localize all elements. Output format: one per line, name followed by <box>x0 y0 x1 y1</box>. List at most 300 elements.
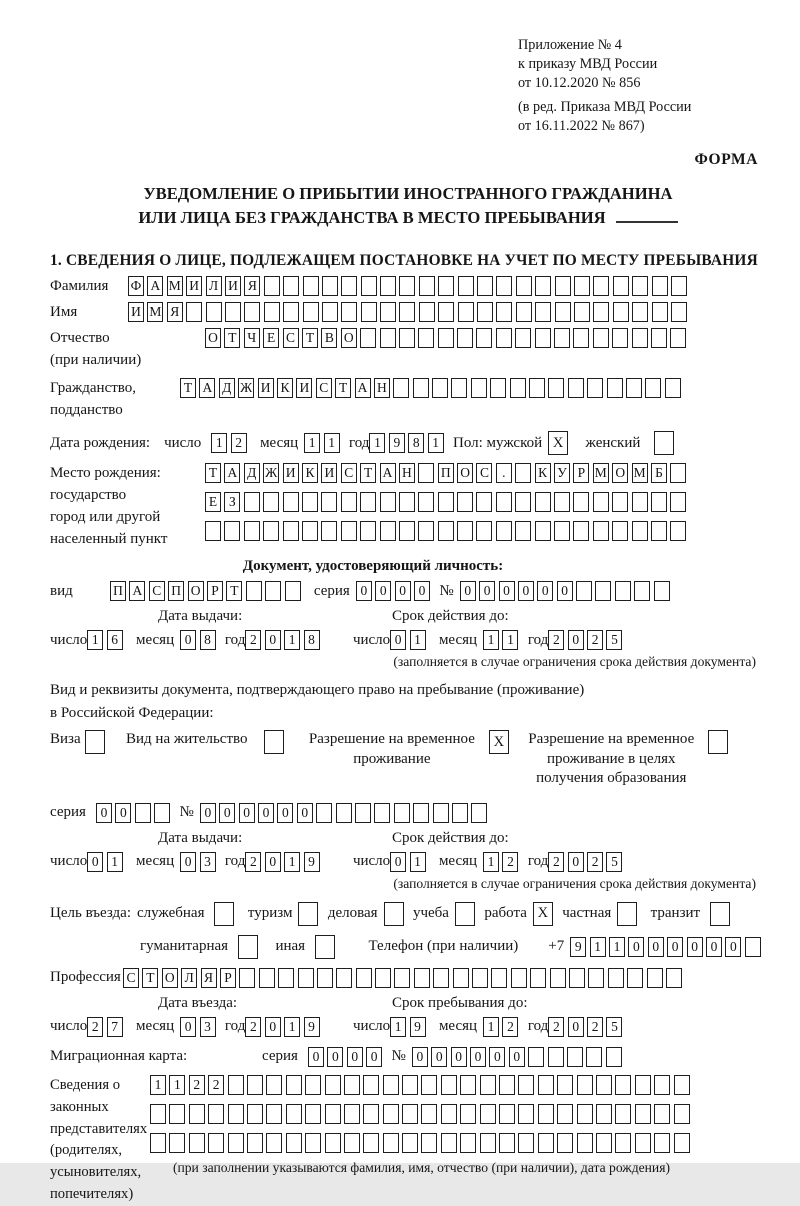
char-box[interactable] <box>189 1133 205 1153</box>
purpose-official-checkbox[interactable] <box>214 902 237 926</box>
char-box[interactable] <box>588 968 604 988</box>
char-box[interactable] <box>438 276 454 296</box>
char-box[interactable]: А <box>129 581 145 601</box>
char-box[interactable] <box>477 302 493 322</box>
char-box[interactable] <box>418 463 434 483</box>
char-box[interactable] <box>555 276 571 296</box>
char-box[interactable] <box>278 968 294 988</box>
char-box[interactable] <box>264 730 284 754</box>
char-box[interactable] <box>538 1133 554 1153</box>
migration-number-input[interactable] <box>412 1047 625 1067</box>
char-box[interactable]: Т <box>142 968 158 988</box>
char-box[interactable]: 0 <box>115 803 131 823</box>
char-box[interactable] <box>421 1104 437 1124</box>
char-box[interactable] <box>471 378 487 398</box>
char-box[interactable]: Т <box>180 378 196 398</box>
char-box[interactable] <box>321 492 337 512</box>
char-box[interactable]: 8 <box>408 433 424 453</box>
char-box[interactable] <box>441 1075 457 1095</box>
purpose-work-checkbox[interactable] <box>533 902 556 926</box>
char-box[interactable] <box>670 521 686 541</box>
char-box[interactable]: И <box>186 276 202 296</box>
char-box[interactable] <box>635 1075 651 1095</box>
char-box[interactable]: 0 <box>265 1017 281 1037</box>
char-box[interactable] <box>612 492 628 512</box>
char-box[interactable] <box>375 968 391 988</box>
char-box[interactable] <box>441 1133 457 1153</box>
char-box[interactable] <box>438 492 454 512</box>
char-box[interactable] <box>356 968 372 988</box>
char-box[interactable] <box>413 378 429 398</box>
char-box[interactable]: 0 <box>557 581 573 601</box>
char-box[interactable]: О <box>341 328 357 348</box>
surname-input[interactable] <box>128 276 690 296</box>
char-box[interactable]: 0 <box>518 581 534 601</box>
char-box[interactable] <box>476 521 492 541</box>
char-box[interactable]: О <box>457 463 473 483</box>
char-box[interactable]: Н <box>399 463 415 483</box>
char-box[interactable] <box>635 1104 651 1124</box>
char-box[interactable] <box>433 803 449 823</box>
entry-day[interactable] <box>87 1017 126 1037</box>
sex-male-checkbox[interactable] <box>548 431 571 455</box>
char-box[interactable] <box>264 302 280 322</box>
char-box[interactable]: 1 <box>284 852 300 872</box>
char-box[interactable]: 0 <box>568 852 584 872</box>
char-box[interactable] <box>302 492 318 512</box>
char-box[interactable] <box>283 492 299 512</box>
char-box[interactable] <box>596 1133 612 1153</box>
char-box[interactable] <box>548 378 564 398</box>
char-box[interactable]: Р <box>207 581 223 601</box>
char-box[interactable] <box>264 276 280 296</box>
char-box[interactable] <box>535 492 551 512</box>
char-box[interactable] <box>499 1075 515 1095</box>
char-box[interactable] <box>283 521 299 541</box>
char-box[interactable] <box>634 581 650 601</box>
char-box[interactable]: 2 <box>87 1017 103 1037</box>
char-box[interactable] <box>303 302 319 322</box>
char-box[interactable] <box>615 1133 631 1153</box>
char-box[interactable]: Д <box>244 463 260 483</box>
char-box[interactable] <box>322 276 338 296</box>
char-box[interactable] <box>455 902 475 926</box>
char-box[interactable]: Л <box>181 968 197 988</box>
char-box[interactable] <box>548 1047 564 1067</box>
char-box[interactable] <box>438 328 454 348</box>
entry-year[interactable] <box>245 1017 323 1037</box>
char-box[interactable] <box>341 276 357 296</box>
char-box[interactable] <box>518 1104 534 1124</box>
char-box[interactable] <box>557 1133 573 1153</box>
char-box[interactable]: С <box>341 463 357 483</box>
char-box[interactable] <box>515 492 531 512</box>
char-box[interactable] <box>674 1133 690 1153</box>
char-box[interactable] <box>363 1075 379 1095</box>
char-box[interactable]: 2 <box>502 852 518 872</box>
char-box[interactable]: 3 <box>200 1017 216 1037</box>
char-box[interactable]: 0 <box>667 937 683 957</box>
char-box[interactable] <box>344 1133 360 1153</box>
char-box[interactable] <box>315 935 335 959</box>
char-box[interactable]: М <box>632 463 648 483</box>
char-box[interactable] <box>263 521 279 541</box>
doc-type-input[interactable] <box>110 581 304 601</box>
char-box[interactable] <box>670 492 686 512</box>
char-box[interactable] <box>615 1104 631 1124</box>
char-box[interactable] <box>674 1075 690 1095</box>
char-box[interactable] <box>665 378 681 398</box>
char-box[interactable] <box>535 328 551 348</box>
char-box[interactable] <box>355 803 371 823</box>
char-box[interactable] <box>496 492 512 512</box>
char-box[interactable] <box>477 276 493 296</box>
char-box[interactable]: П <box>110 581 126 601</box>
char-box[interactable]: X <box>489 730 509 754</box>
char-box[interactable] <box>557 1075 573 1095</box>
char-box[interactable]: К <box>302 463 318 483</box>
char-box[interactable]: 0 <box>87 852 103 872</box>
char-box[interactable]: 1 <box>284 1017 300 1037</box>
char-box[interactable]: 2 <box>189 1075 205 1095</box>
char-box[interactable]: А <box>199 378 215 398</box>
char-box[interactable]: 6 <box>107 630 123 650</box>
char-box[interactable] <box>85 730 105 754</box>
char-box[interactable]: 0 <box>412 1047 428 1067</box>
char-box[interactable] <box>244 521 260 541</box>
char-box[interactable] <box>480 1104 496 1124</box>
char-box[interactable] <box>265 581 281 601</box>
char-box[interactable] <box>632 492 648 512</box>
char-box[interactable] <box>516 276 532 296</box>
char-box[interactable] <box>438 521 454 541</box>
char-box[interactable] <box>322 302 338 322</box>
char-box[interactable]: 2 <box>245 630 261 650</box>
char-box[interactable] <box>587 378 603 398</box>
char-box[interactable] <box>593 521 609 541</box>
char-box[interactable] <box>511 968 527 988</box>
char-box[interactable] <box>632 302 648 322</box>
char-box[interactable] <box>224 521 240 541</box>
char-box[interactable] <box>344 1104 360 1124</box>
char-box[interactable]: Т <box>226 581 242 601</box>
char-box[interactable] <box>399 521 415 541</box>
char-box[interactable]: Т <box>335 378 351 398</box>
phone-input[interactable] <box>570 937 764 957</box>
char-box[interactable] <box>574 302 590 322</box>
char-box[interactable] <box>399 328 415 348</box>
char-box[interactable] <box>247 1104 263 1124</box>
char-box[interactable]: Я <box>244 276 260 296</box>
char-box[interactable]: 1 <box>87 630 103 650</box>
residence-option-visa-checkbox[interactable] <box>85 730 108 754</box>
char-box[interactable]: 1 <box>284 630 300 650</box>
char-box[interactable]: 8 <box>304 630 320 650</box>
char-box[interactable] <box>654 1133 670 1153</box>
char-box[interactable] <box>341 302 357 322</box>
char-box[interactable]: Ж <box>263 463 279 483</box>
char-box[interactable] <box>612 521 628 541</box>
char-box[interactable] <box>515 463 531 483</box>
char-box[interactable] <box>228 1133 244 1153</box>
char-box[interactable]: 0 <box>537 581 553 601</box>
char-box[interactable] <box>515 521 531 541</box>
char-box[interactable] <box>418 521 434 541</box>
char-box[interactable] <box>518 1133 534 1153</box>
char-box[interactable] <box>189 1104 205 1124</box>
char-box[interactable]: 7 <box>107 1017 123 1037</box>
purpose-tourism-checkbox[interactable] <box>298 902 321 926</box>
char-box[interactable] <box>654 1104 670 1124</box>
char-box[interactable]: 1 <box>483 630 499 650</box>
char-box[interactable] <box>471 803 487 823</box>
char-box[interactable]: 0 <box>297 803 313 823</box>
char-box[interactable] <box>302 521 318 541</box>
char-box[interactable] <box>150 1104 166 1124</box>
char-box[interactable]: 0 <box>568 1017 584 1037</box>
char-box[interactable] <box>374 803 390 823</box>
char-box[interactable] <box>321 521 337 541</box>
char-box[interactable] <box>496 328 512 348</box>
char-box[interactable] <box>421 1133 437 1153</box>
char-box[interactable] <box>586 1047 602 1067</box>
char-box[interactable] <box>538 1104 554 1124</box>
residence-valid-day[interactable] <box>390 852 429 872</box>
char-box[interactable]: Е <box>205 492 221 512</box>
stay-until-month[interactable] <box>483 1017 522 1037</box>
char-box[interactable] <box>317 968 333 988</box>
char-box[interactable]: 2 <box>587 630 603 650</box>
char-box[interactable] <box>554 521 570 541</box>
char-box[interactable] <box>674 1104 690 1124</box>
char-box[interactable]: 0 <box>347 1047 363 1067</box>
char-box[interactable] <box>325 1075 341 1095</box>
char-box[interactable]: 1 <box>304 433 320 453</box>
char-box[interactable] <box>496 276 512 296</box>
char-box[interactable] <box>607 378 623 398</box>
char-box[interactable]: 0 <box>180 852 196 872</box>
char-box[interactable] <box>647 968 663 988</box>
char-box[interactable] <box>627 968 643 988</box>
char-box[interactable]: Т <box>360 463 376 483</box>
char-box[interactable]: 1 <box>150 1075 166 1095</box>
char-box[interactable] <box>266 1133 282 1153</box>
char-box[interactable] <box>336 968 352 988</box>
char-box[interactable]: 1 <box>211 433 227 453</box>
char-box[interactable] <box>360 521 376 541</box>
char-box[interactable]: 8 <box>200 630 216 650</box>
char-box[interactable]: . <box>496 463 512 483</box>
char-box[interactable] <box>336 803 352 823</box>
char-box[interactable] <box>496 302 512 322</box>
char-box[interactable] <box>491 968 507 988</box>
residence-issue-year[interactable] <box>245 852 323 872</box>
char-box[interactable] <box>476 328 492 348</box>
char-box[interactable] <box>344 1075 360 1095</box>
char-box[interactable]: 0 <box>395 581 411 601</box>
char-box[interactable]: И <box>283 463 299 483</box>
char-box[interactable] <box>305 1133 321 1153</box>
residence-valid-year[interactable] <box>548 852 626 872</box>
char-box[interactable]: Р <box>220 968 236 988</box>
char-box[interactable] <box>499 1133 515 1153</box>
char-box[interactable] <box>418 328 434 348</box>
char-box[interactable] <box>574 276 590 296</box>
char-box[interactable] <box>208 1133 224 1153</box>
char-box[interactable] <box>651 521 667 541</box>
char-box[interactable] <box>419 276 435 296</box>
char-box[interactable]: 0 <box>479 581 495 601</box>
char-box[interactable] <box>135 803 151 823</box>
char-box[interactable] <box>608 968 624 988</box>
char-box[interactable]: Н <box>374 378 390 398</box>
purpose-business-checkbox[interactable] <box>384 902 407 926</box>
char-box[interactable] <box>399 492 415 512</box>
char-box[interactable] <box>247 1075 263 1095</box>
char-box[interactable]: 2 <box>502 1017 518 1037</box>
char-box[interactable]: Б <box>651 463 667 483</box>
char-box[interactable] <box>652 302 668 322</box>
char-box[interactable]: Р <box>573 463 589 483</box>
char-box[interactable]: О <box>205 328 221 348</box>
char-box[interactable] <box>228 1075 244 1095</box>
char-box[interactable]: М <box>147 302 163 322</box>
char-box[interactable]: 0 <box>180 630 196 650</box>
char-box[interactable]: С <box>476 463 492 483</box>
char-box[interactable]: 0 <box>470 1047 486 1067</box>
char-box[interactable]: И <box>321 463 337 483</box>
purpose-private-checkbox[interactable] <box>617 902 640 926</box>
char-box[interactable] <box>380 302 396 322</box>
char-box[interactable] <box>286 1133 302 1153</box>
residence-issue-month[interactable] <box>180 852 219 872</box>
char-box[interactable] <box>298 902 318 926</box>
char-box[interactable] <box>402 1133 418 1153</box>
char-box[interactable]: С <box>316 378 332 398</box>
doc-number-input[interactable] <box>460 581 673 601</box>
char-box[interactable] <box>394 803 410 823</box>
residence-valid-month[interactable] <box>483 852 522 872</box>
char-box[interactable] <box>593 302 609 322</box>
char-box[interactable] <box>538 1075 554 1095</box>
char-box[interactable] <box>567 1047 583 1067</box>
char-box[interactable] <box>380 492 396 512</box>
char-box[interactable] <box>666 968 682 988</box>
char-box[interactable]: 2 <box>548 1017 564 1037</box>
char-box[interactable]: 0 <box>499 581 515 601</box>
char-box[interactable] <box>670 463 686 483</box>
purpose-study-checkbox[interactable] <box>455 902 478 926</box>
char-box[interactable]: 0 <box>460 581 476 601</box>
char-box[interactable]: 2 <box>231 433 247 453</box>
char-box[interactable]: Я <box>167 302 183 322</box>
char-box[interactable] <box>654 1075 670 1095</box>
char-box[interactable]: Д <box>219 378 235 398</box>
char-box[interactable]: А <box>355 378 371 398</box>
char-box[interactable] <box>515 328 531 348</box>
char-box[interactable] <box>613 276 629 296</box>
char-box[interactable] <box>239 968 255 988</box>
residence-seriya-input[interactable] <box>96 803 174 823</box>
profession-input[interactable] <box>123 968 685 988</box>
char-box[interactable] <box>361 302 377 322</box>
char-box[interactable] <box>632 521 648 541</box>
char-box[interactable] <box>654 431 674 455</box>
char-box[interactable] <box>528 1047 544 1067</box>
char-box[interactable]: 0 <box>258 803 274 823</box>
representatives-line-1[interactable] <box>150 1075 693 1095</box>
char-box[interactable] <box>460 1133 476 1153</box>
residence-option-rvp-edu-checkbox[interactable] <box>708 730 731 754</box>
char-box[interactable] <box>577 1075 593 1095</box>
char-box[interactable]: Ф <box>128 276 144 296</box>
char-box[interactable] <box>451 378 467 398</box>
char-box[interactable]: 0 <box>327 1047 343 1067</box>
char-box[interactable] <box>457 328 473 348</box>
char-box[interactable] <box>305 1104 321 1124</box>
migration-seriya-input[interactable] <box>308 1047 386 1067</box>
char-box[interactable]: Л <box>206 276 222 296</box>
char-box[interactable]: 0 <box>509 1047 525 1067</box>
char-box[interactable]: 0 <box>265 852 281 872</box>
char-box[interactable] <box>360 328 376 348</box>
char-box[interactable]: 1 <box>369 433 385 453</box>
char-box[interactable] <box>246 581 262 601</box>
char-box[interactable]: 0 <box>414 581 430 601</box>
char-box[interactable]: 9 <box>410 1017 426 1037</box>
char-box[interactable]: 1 <box>410 630 426 650</box>
char-box[interactable]: А <box>147 276 163 296</box>
char-box[interactable]: X <box>548 431 568 455</box>
char-box[interactable]: Т <box>224 328 240 348</box>
char-box[interactable]: М <box>167 276 183 296</box>
char-box[interactable] <box>480 1133 496 1153</box>
residence-option-rvp-checkbox[interactable] <box>489 730 512 754</box>
char-box[interactable] <box>612 328 628 348</box>
char-box[interactable] <box>550 968 566 988</box>
char-box[interactable]: 9 <box>570 937 586 957</box>
char-box[interactable]: 1 <box>502 630 518 650</box>
char-box[interactable]: 1 <box>609 937 625 957</box>
char-box[interactable]: 0 <box>96 803 112 823</box>
char-box[interactable]: 0 <box>200 803 216 823</box>
char-box[interactable] <box>305 1075 321 1095</box>
char-box[interactable]: 2 <box>548 630 564 650</box>
char-box[interactable] <box>380 521 396 541</box>
char-box[interactable]: К <box>277 378 293 398</box>
stay-until-year[interactable] <box>548 1017 626 1037</box>
char-box[interactable] <box>670 328 686 348</box>
char-box[interactable]: 2 <box>587 852 603 872</box>
char-box[interactable] <box>518 1075 534 1095</box>
purpose-transit-checkbox[interactable] <box>710 902 733 926</box>
char-box[interactable] <box>360 492 376 512</box>
char-box[interactable] <box>214 902 234 926</box>
char-box[interactable]: 1 <box>107 852 123 872</box>
char-box[interactable] <box>577 1133 593 1153</box>
char-box[interactable] <box>298 968 314 988</box>
char-box[interactable] <box>652 276 668 296</box>
char-box[interactable]: 0 <box>390 852 406 872</box>
char-box[interactable] <box>651 328 667 348</box>
char-box[interactable] <box>303 276 319 296</box>
identity-issue-year[interactable] <box>245 630 323 650</box>
char-box[interactable]: О <box>188 581 204 601</box>
birth-year-input[interactable] <box>369 433 447 453</box>
char-box[interactable]: 2 <box>548 852 564 872</box>
purpose-other-checkbox[interactable] <box>315 935 338 959</box>
char-box[interactable]: 0 <box>356 581 372 601</box>
